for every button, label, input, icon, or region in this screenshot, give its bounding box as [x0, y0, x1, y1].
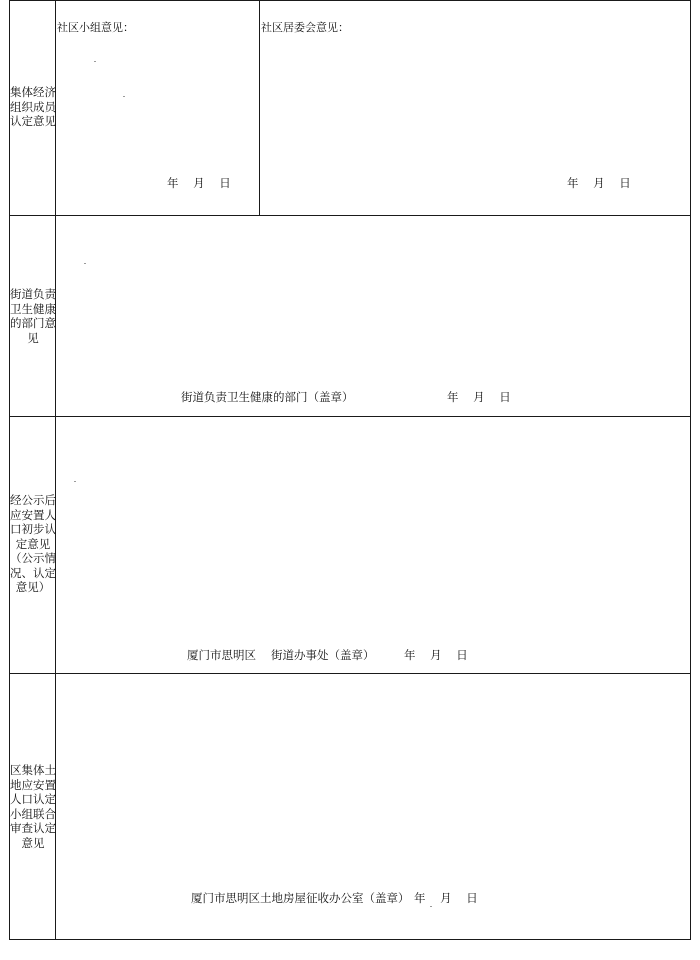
- community-group-opinion-title: 社区小组意见：: [57, 21, 134, 34]
- row1-cell-divider: [259, 1, 260, 215]
- row4-label-line: 区集体土: [10, 763, 56, 777]
- scan-speck: [123, 96, 125, 97]
- health-dept-date: 年 月 日: [447, 390, 511, 404]
- row1-label-line: 认定意见: [10, 114, 56, 128]
- scan-speck: [74, 481, 76, 482]
- row2-label: [10, 287, 56, 345]
- land-expropriation-office-seal-line: 厦门市思明区土地房屋征收办公室（盖章）: [191, 891, 410, 905]
- subdistrict-office-date: 年 月 日: [404, 648, 468, 662]
- scan-speck: [430, 906, 432, 907]
- row1-label-line: 组织成员: [10, 99, 56, 114]
- row3-label-line: 经公示后: [10, 493, 56, 507]
- land-expropriation-office-date: 年 月 日: [414, 891, 478, 905]
- district-name: 厦门市思明区: [187, 648, 256, 662]
- row-separator-1: [10, 215, 690, 216]
- row4-label-line: 意见: [21, 835, 45, 850]
- row3-label-line: 应安置人: [10, 507, 56, 522]
- row1-label-line: 集体经济: [10, 85, 56, 99]
- health-dept-seal-line: 街道负责卫生健康的部门（盖章）: [181, 390, 354, 404]
- row4-label-line: 人口认定: [10, 792, 56, 806]
- row3-label-line: （公示情: [10, 551, 56, 565]
- row1-label: [10, 85, 56, 129]
- row2-label-line: 的部门意: [10, 316, 56, 330]
- row4-label-line: 审查认定: [10, 821, 56, 835]
- scan-speck: [84, 263, 86, 264]
- row4-label: [10, 763, 56, 850]
- row3-label-line: 口初步认: [10, 522, 56, 536]
- row3-label: [10, 493, 56, 595]
- row4-label-line: 地应安置: [10, 777, 56, 792]
- row3-label-line: 定意见: [15, 536, 51, 551]
- row4-label-line: 小组联合: [10, 806, 56, 821]
- row-separator-2: [10, 416, 690, 417]
- row2-label-line: 见: [27, 330, 39, 345]
- row3-label-line: 况、认定: [10, 565, 56, 580]
- row2-label-line: 街道负责: [10, 287, 56, 301]
- neighborhood-committee-date: 年 月 日: [567, 176, 631, 190]
- scan-speck: [94, 61, 96, 62]
- row2-label-line: 卫生健康: [10, 301, 56, 316]
- row-separator-3: [10, 673, 690, 674]
- community-group-date: 年 月 日: [167, 176, 231, 190]
- opinion-form-table: [9, 0, 691, 940]
- subdistrict-office-seal-line: 街道办事处（盖章）: [271, 648, 375, 662]
- neighborhood-committee-opinion-title: 社区居委会意见：: [261, 21, 349, 34]
- row3-label-line: 意见）: [15, 580, 51, 594]
